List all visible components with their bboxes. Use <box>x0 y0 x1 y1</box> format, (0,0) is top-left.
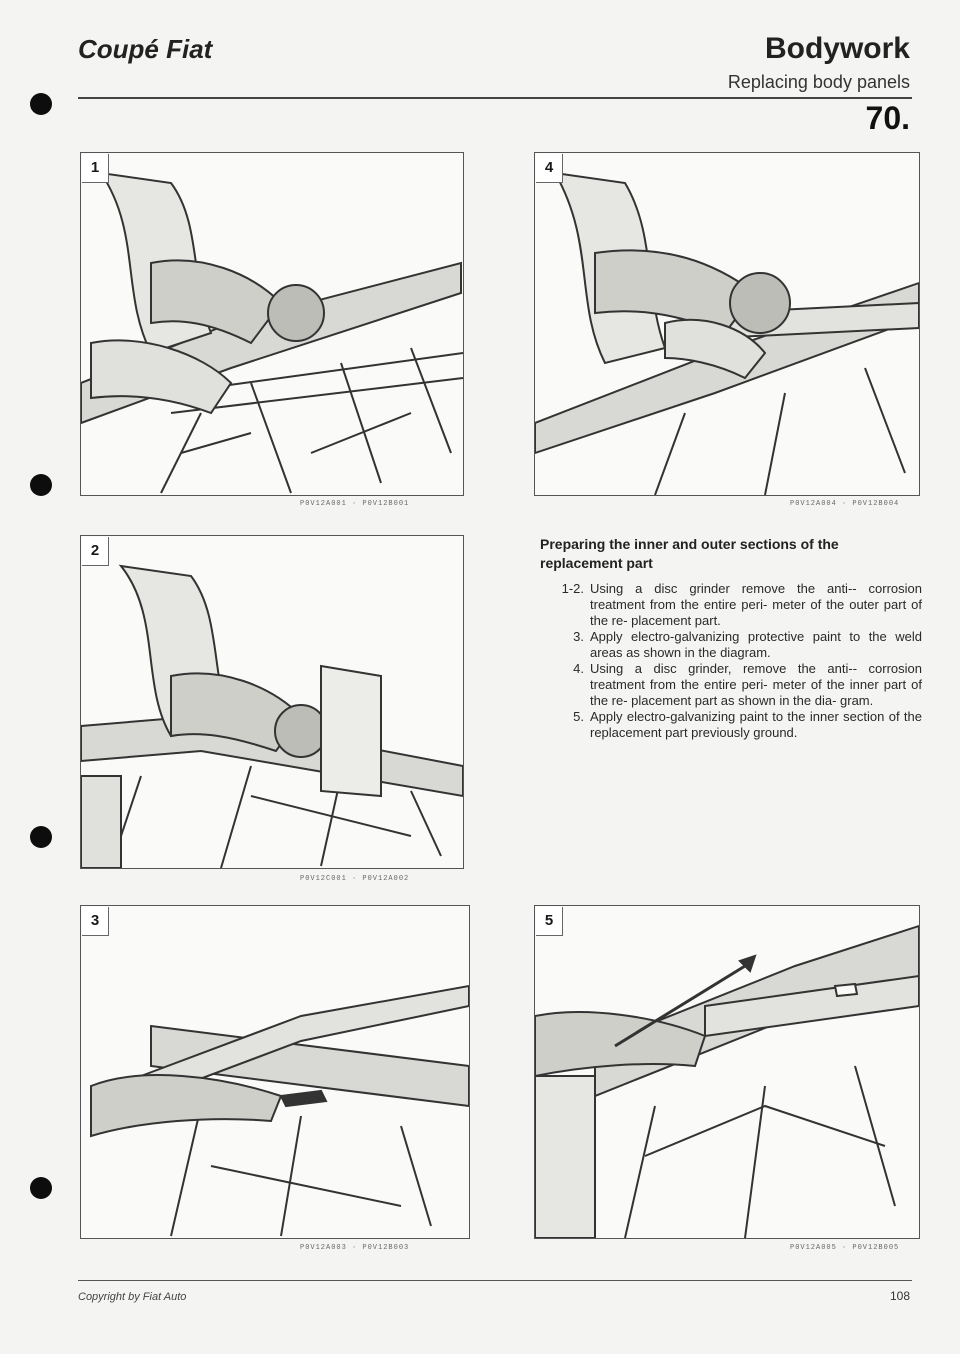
figure-3 <box>80 905 470 1239</box>
figure-number: 4 <box>536 154 563 183</box>
figure-code: P0V12A001 · P0V12B001 <box>300 500 410 508</box>
step-number: 3. <box>573 629 584 644</box>
paint-application-illustration <box>81 906 469 1238</box>
step-text: Apply electro-galvanizing protective paint to the weld areas as shown in the diagram. <box>590 629 922 660</box>
figure-code: P0V12A004 · P0V12B004 <box>790 500 900 508</box>
binder-hole <box>30 93 52 115</box>
figure-5 <box>534 905 920 1239</box>
figure-number: 3 <box>82 907 109 936</box>
section-title: Bodywork <box>764 32 910 65</box>
figure-number: 2 <box>82 537 109 566</box>
step-text: Using a disc grinder remove the anti-- corrosion treatment from the entire peri- meter of the outer part of the re- placement part. <box>590 581 922 628</box>
grinder-illustration <box>81 153 463 495</box>
header-rule <box>78 97 912 99</box>
binder-hole <box>30 826 52 848</box>
subsection-title: Replacing body panels <box>727 72 910 92</box>
figure-code: P0V12C001 · P0V12A002 <box>300 875 410 883</box>
instruction-list <box>540 581 922 741</box>
folio-number: 108 <box>889 1289 910 1303</box>
paint-application-illustration <box>535 906 919 1238</box>
copyright-notice: Copyright by Fiat Auto <box>78 1291 187 1303</box>
figure-4 <box>534 152 920 496</box>
list-item <box>540 709 922 741</box>
list-item <box>540 581 922 629</box>
step-number: 5. <box>573 709 584 724</box>
brand-title: Coupé Fiat <box>78 34 213 64</box>
step-number: 1-2. <box>561 581 584 596</box>
step-number: 4. <box>573 661 584 676</box>
step-text: Using a disc grinder, remove the anti-- corrosion treatment from the entire peri- meter of the inner part of the re- placement part as shown in the dia- gram. <box>590 661 922 708</box>
footer-rule <box>78 1280 912 1281</box>
binder-hole <box>30 1177 52 1199</box>
list-item <box>540 661 922 709</box>
grinder-illustration <box>535 153 919 495</box>
page-number: 70. <box>865 100 910 136</box>
binder-hole <box>30 474 52 496</box>
figure-number: 5 <box>536 907 563 936</box>
grinder-illustration <box>81 536 463 868</box>
figure-2 <box>80 535 464 869</box>
figure-code: P0V12A005 · P0V12B005 <box>790 1244 900 1252</box>
list-item <box>540 629 922 661</box>
figure-number: 1 <box>82 154 109 183</box>
figure-1 <box>80 152 464 496</box>
figure-code: P0V12A003 · P0V12B003 <box>300 1244 410 1252</box>
section-heading: Preparing the inner and outer sections of the replacement part <box>540 536 839 571</box>
step-text: Apply electro-galvanizing paint to the inner section of the replacement part previously ground. <box>590 709 922 740</box>
